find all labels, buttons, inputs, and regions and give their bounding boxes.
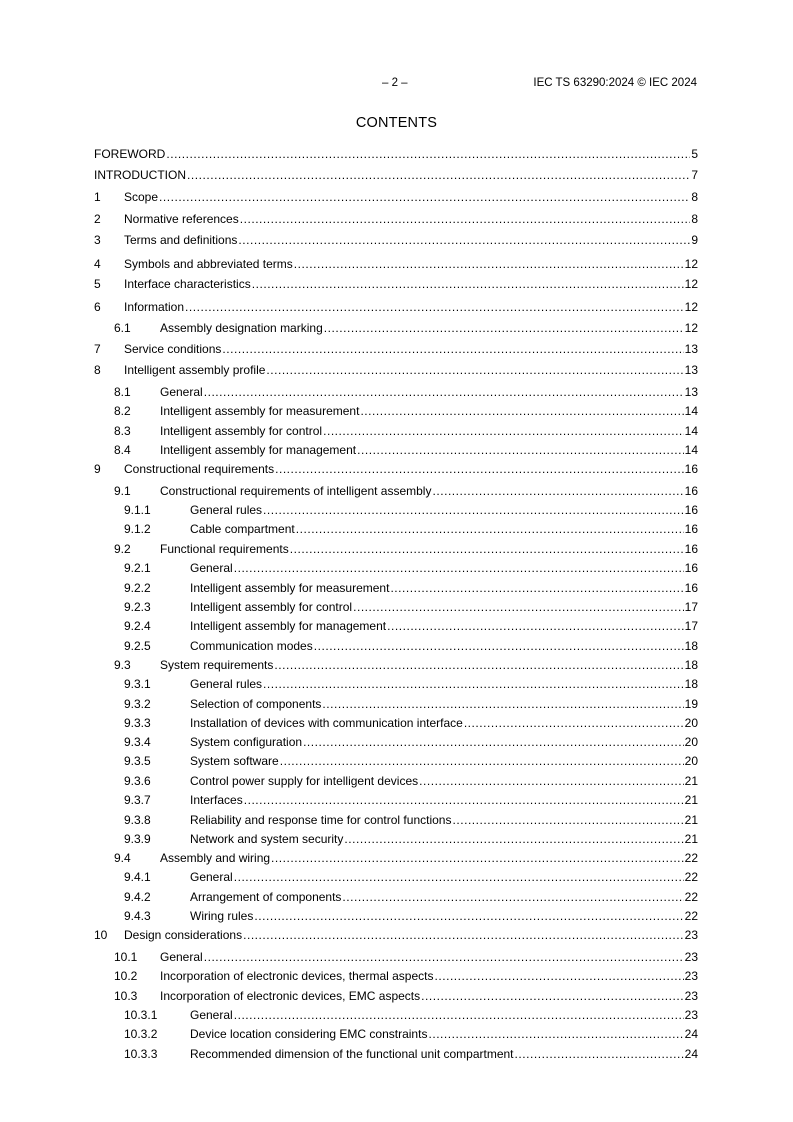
toc-entry[interactable]	[94, 1044, 698, 1064]
toc-entry[interactable]	[94, 947, 698, 967]
toc-entry-page: 13	[684, 342, 698, 356]
toc-entry-page: 21	[684, 774, 698, 788]
toc-entry[interactable]	[94, 1024, 698, 1044]
dot-leader	[243, 927, 684, 943]
toc-entry-page: 20	[684, 735, 698, 749]
toc-entry-number: 10.3	[114, 989, 138, 1003]
toc-entry[interactable]	[94, 655, 698, 675]
toc-entry[interactable]	[94, 906, 698, 926]
toc-entry-number: 9.3.1	[124, 677, 151, 691]
dot-leader	[234, 560, 684, 576]
toc-entry-title: Control power supply for intelligent devices	[190, 774, 419, 788]
toc-entry[interactable]	[94, 297, 698, 317]
toc-entry-title: Information	[124, 300, 185, 314]
toc-entry-page: 16	[684, 581, 698, 595]
toc-entry-page: 23	[684, 1008, 698, 1022]
toc-entry-page: 22	[684, 909, 698, 923]
toc-entry-number: 9.2.5	[124, 639, 151, 653]
toc-entry-number: 9.4	[114, 851, 131, 865]
toc-entry-number: 9.3.8	[124, 813, 151, 827]
dot-leader	[344, 831, 683, 847]
toc-entry-number: 9.2.3	[124, 600, 151, 614]
toc-entry[interactable]	[94, 887, 698, 907]
dot-leader	[419, 773, 684, 789]
document-reference: IEC TS 63290:2024 © IEC 2024	[533, 77, 697, 89]
toc-entry-number: 9.3.2	[124, 697, 151, 711]
dot-leader	[464, 715, 684, 731]
toc-entry-page: 14	[684, 443, 698, 457]
toc-entry[interactable]	[94, 519, 698, 539]
toc-entry[interactable]	[94, 810, 698, 830]
toc-entry-number: 8.4	[114, 443, 131, 457]
toc-entry-number: 7	[94, 342, 101, 356]
toc-entry-title: General rules	[190, 503, 263, 517]
dot-leader	[187, 167, 690, 183]
toc-entry-page: 16	[684, 522, 698, 536]
page-header	[0, 77, 793, 91]
toc-entry[interactable]	[94, 401, 698, 421]
toc-entry-page: 23	[684, 969, 698, 983]
dot-leader	[159, 189, 690, 205]
toc-entry-number: 9.2.2	[124, 581, 151, 595]
toc-entry-title: Design considerations	[124, 928, 243, 942]
toc-entry-title: General rules	[190, 677, 263, 691]
toc-entry-title: General	[160, 950, 203, 964]
toc-entry-page: 24	[684, 1047, 698, 1061]
toc-entry-title: General	[160, 385, 203, 399]
toc-entry-number: 9.2.4	[124, 619, 151, 633]
toc-entry-number: 3	[94, 233, 101, 247]
dot-leader	[252, 276, 684, 292]
toc-entry-page: 14	[684, 424, 698, 438]
dot-leader	[274, 657, 683, 673]
toc-entry-number: 10.3.2	[124, 1027, 158, 1041]
toc-entry-number: 9.1	[114, 484, 131, 498]
toc-entry[interactable]	[94, 274, 698, 294]
toc-entry-number: 10.3.3	[124, 1047, 158, 1061]
toc-entry-title: Functional requirements	[160, 542, 289, 556]
toc-entry[interactable]	[94, 732, 698, 752]
toc-entry-title: General	[190, 561, 233, 575]
toc-entry-number: 8	[94, 363, 101, 377]
dot-leader	[266, 362, 683, 378]
toc-entry-number: 9.1.2	[124, 522, 151, 536]
toc-entry[interactable]	[94, 539, 698, 559]
toc-entry[interactable]	[94, 636, 698, 656]
toc-entry-title: FOREWORD	[94, 147, 166, 161]
dot-leader	[271, 850, 684, 866]
toc-entry-page: 22	[684, 890, 698, 904]
dot-leader	[303, 734, 684, 750]
dot-leader	[290, 541, 684, 557]
toc-entry-title: Terms and definitions	[124, 233, 238, 247]
toc-entry-number: 9.4.2	[124, 890, 151, 904]
toc-entry[interactable]	[94, 500, 698, 520]
toc-entry-page: 21	[684, 832, 698, 846]
toc-entry-page: 7	[691, 168, 698, 182]
toc-entry-page: 16	[684, 542, 698, 556]
toc-entry-title: INTRODUCTION	[94, 168, 186, 182]
toc-entry[interactable]	[94, 230, 698, 250]
toc-entry-title: Cable compartment	[190, 522, 295, 536]
toc-entry-title: Scope	[124, 190, 159, 204]
toc-entry[interactable]	[94, 165, 698, 185]
toc-entry-title: Reliability and response time for control functions	[190, 813, 452, 827]
toc-entry[interactable]	[94, 440, 698, 460]
page-number: – 2 –	[382, 77, 408, 89]
toc-entry[interactable]	[94, 713, 698, 733]
toc-entry-number: 9.1.1	[124, 503, 151, 517]
toc-entry-number: 9.3.5	[124, 754, 151, 768]
toc-entry-number: 9	[94, 462, 101, 476]
toc-entry-page: 13	[684, 385, 698, 399]
dot-leader	[234, 869, 684, 885]
toc-entry-number: 5	[94, 277, 101, 291]
toc-entry-page: 12	[684, 257, 698, 271]
toc-entry-title: Normative references	[124, 212, 239, 226]
toc-entry-number: 9.3.4	[124, 735, 151, 749]
toc-entry-title: Wiring rules	[190, 909, 254, 923]
toc-entry[interactable]	[94, 925, 698, 945]
dot-leader	[314, 638, 684, 654]
toc-entry-number: 10.2	[114, 969, 138, 983]
toc-entry-page: 16	[684, 484, 698, 498]
toc-entry-title: Service conditions	[124, 342, 222, 356]
dot-leader	[323, 423, 684, 439]
toc-entry[interactable]	[94, 829, 698, 849]
dot-leader	[238, 232, 690, 248]
toc-entry-title: Assembly and wiring	[160, 851, 271, 865]
toc-entry-title: System configuration	[190, 735, 303, 749]
toc-entry-title: System software	[190, 754, 279, 768]
toc-entry-number: 9.3.3	[124, 716, 151, 730]
toc-entry[interactable]	[94, 481, 698, 501]
toc-entry-page: 23	[684, 950, 698, 964]
dot-leader	[342, 889, 683, 905]
toc-entry-number: 9.4.1	[124, 870, 151, 884]
dot-leader	[428, 1026, 683, 1042]
dot-leader	[322, 696, 683, 712]
toc-entry-title: Arrangement of components	[190, 890, 342, 904]
toc-entry-title: Constructional requirements	[124, 462, 275, 476]
toc-entry-page: 22	[684, 851, 698, 865]
dot-leader	[240, 211, 691, 227]
toc-entry-title: Intelligent assembly for management	[160, 443, 357, 457]
toc-entry-page: 12	[684, 277, 698, 291]
toc-entry-page: 17	[684, 619, 698, 633]
dot-leader	[204, 384, 684, 400]
toc-entry-page: 16	[684, 462, 698, 476]
toc-entry-page: 19	[684, 697, 698, 711]
toc-entry-number: 10.3.1	[124, 1008, 158, 1022]
toc-entry-page: 23	[684, 928, 698, 942]
toc-entry[interactable]	[94, 771, 698, 791]
toc-entry-page: 18	[684, 639, 698, 653]
dot-leader	[324, 320, 684, 336]
toc-entry-title: Recommended dimension of the functional unit compartment	[190, 1047, 514, 1061]
dot-leader	[294, 256, 684, 272]
toc-entry-page: 24	[684, 1027, 698, 1041]
toc-entry[interactable]	[94, 339, 698, 359]
toc-entry-page: 12	[684, 321, 698, 335]
toc-entry-title: Constructional requirements of intelligent assembly	[160, 484, 432, 498]
toc-entry-page: 8	[691, 212, 698, 226]
toc-entry-page: 13	[684, 363, 698, 377]
toc-entry-page: 5	[691, 147, 698, 161]
toc-entry-number: 2	[94, 212, 101, 226]
toc-entry-number: 8.1	[114, 385, 131, 399]
dot-leader	[434, 968, 683, 984]
toc-entry-number: 10	[94, 928, 108, 942]
toc-entry-number: 10.1	[114, 950, 138, 964]
toc-entry-title: Network and system security	[190, 832, 344, 846]
toc-entry-title: General	[190, 870, 233, 884]
toc-entry[interactable]	[94, 360, 698, 380]
dot-leader	[275, 461, 684, 477]
toc-entry-number: 9.3.6	[124, 774, 151, 788]
toc-entry[interactable]	[94, 966, 698, 986]
toc-entry-number: 6.1	[114, 321, 131, 335]
toc-entry[interactable]	[94, 209, 698, 229]
toc-entry-title: Assembly designation marking	[160, 321, 323, 335]
toc-entry-title: Intelligent assembly for measurement	[190, 581, 390, 595]
toc-entry[interactable]	[94, 674, 698, 694]
page-title: CONTENTS	[355, 115, 438, 131]
dot-leader	[360, 403, 683, 419]
toc-entry[interactable]	[94, 558, 698, 578]
dot-leader	[387, 618, 684, 634]
dot-leader	[432, 483, 683, 499]
dot-leader	[185, 299, 684, 315]
toc-entry-page: 20	[684, 716, 698, 730]
toc-entry-page: 21	[684, 793, 698, 807]
dot-leader	[280, 753, 684, 769]
toc-entry-page: 17	[684, 600, 698, 614]
toc-entry-page: 18	[684, 658, 698, 672]
toc-entry-page: 23	[684, 989, 698, 1003]
toc-entry-title: Intelligent assembly for control	[190, 600, 353, 614]
toc-entry-page: 22	[684, 870, 698, 884]
toc-entry-title: Interfaces	[190, 793, 243, 807]
toc-entry-title: Selection of components	[190, 697, 322, 711]
toc-entry-title: General	[190, 1008, 233, 1022]
toc-entry-title: Intelligent assembly for measurement	[160, 404, 360, 418]
toc-entry-title: System requirements	[160, 658, 274, 672]
toc-entry-number: 8.2	[114, 404, 131, 418]
toc-entry-page: 9	[691, 233, 698, 247]
toc-entry-title: Interface characteristics	[124, 277, 251, 291]
toc-entry-page: 12	[684, 300, 698, 314]
dot-leader	[421, 988, 684, 1004]
toc-entry[interactable]	[94, 790, 698, 810]
toc-entry[interactable]	[94, 1005, 698, 1025]
toc-entry-number: 4	[94, 257, 101, 271]
toc-entry-page: 20	[684, 754, 698, 768]
dot-leader	[353, 599, 684, 615]
toc-entry[interactable]	[94, 318, 698, 338]
dot-leader	[166, 146, 690, 162]
toc-entry-page: 8	[691, 190, 698, 204]
dot-leader	[222, 341, 683, 357]
toc-entry-title: Incorporation of electronic devices, EMC aspects	[160, 989, 421, 1003]
toc-entry-number: 8.3	[114, 424, 131, 438]
dot-leader	[263, 676, 684, 692]
toc-entry-title: Intelligent assembly for control	[160, 424, 323, 438]
toc-entry[interactable]	[94, 187, 698, 207]
dot-leader	[515, 1046, 684, 1062]
toc-entry[interactable]	[94, 144, 698, 164]
toc-entry-page: 16	[684, 561, 698, 575]
toc-entry-page: 18	[684, 677, 698, 691]
toc-entry-number: 9.4.3	[124, 909, 151, 923]
toc-entry-title: Intelligent assembly profile	[124, 363, 266, 377]
toc-entry[interactable]	[94, 459, 698, 479]
dot-leader	[452, 812, 683, 828]
toc-entry-title: Incorporation of electronic devices, thermal aspects	[160, 969, 434, 983]
toc-entry[interactable]	[94, 597, 698, 617]
toc-entry[interactable]	[94, 751, 698, 771]
toc-entry-number: 9.3.9	[124, 832, 151, 846]
toc-entry-page: 16	[684, 503, 698, 517]
toc-entry-number: 6	[94, 300, 101, 314]
dot-leader	[296, 521, 684, 537]
toc-entry-number: 9.3	[114, 658, 131, 672]
toc-entry-page: 21	[684, 813, 698, 827]
dot-leader	[234, 1007, 684, 1023]
toc-entry-title: Installation of devices with communication interface	[190, 716, 463, 730]
toc-entry-number: 9.2.1	[124, 561, 151, 575]
toc-entry-title: Device location considering EMC constraints	[190, 1027, 428, 1041]
dot-leader	[204, 949, 684, 965]
dot-leader	[244, 792, 684, 808]
toc-entry[interactable]	[94, 986, 698, 1006]
toc-entry-page: 14	[684, 404, 698, 418]
toc-entry[interactable]	[94, 616, 698, 636]
toc-entry[interactable]	[94, 421, 698, 441]
toc-entry-number: 1	[94, 190, 101, 204]
toc-entry-number: 9.2	[114, 542, 131, 556]
dot-leader	[263, 502, 684, 518]
toc-entry[interactable]	[94, 848, 698, 868]
toc-entry[interactable]	[94, 694, 698, 714]
toc-entry-title: Intelligent assembly for management	[190, 619, 387, 633]
dot-leader	[357, 442, 684, 458]
toc-entry[interactable]	[94, 254, 698, 274]
toc-entry-title: Communication modes	[190, 639, 313, 653]
toc-entry[interactable]	[94, 382, 698, 402]
dot-leader	[390, 580, 683, 596]
toc-entry-number: 9.3.7	[124, 793, 151, 807]
dot-leader	[254, 908, 683, 924]
toc-entry[interactable]	[94, 578, 698, 598]
toc-entry-title: Symbols and abbreviated terms	[124, 257, 293, 271]
toc-entry[interactable]	[94, 867, 698, 887]
